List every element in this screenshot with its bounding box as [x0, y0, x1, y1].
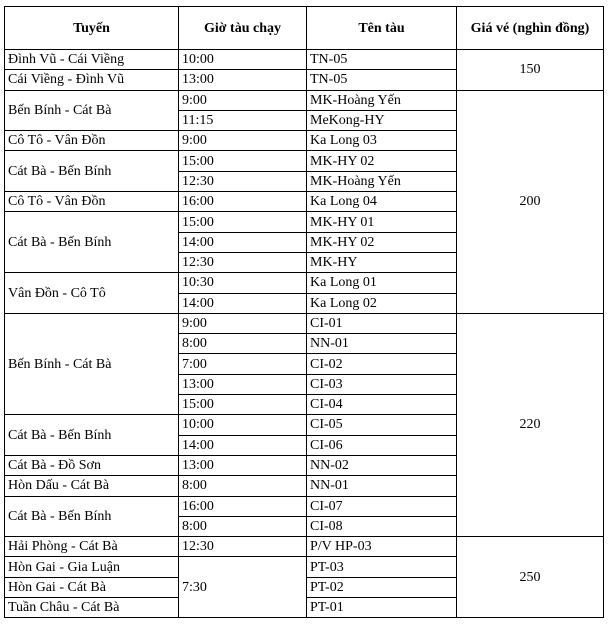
route-cell: Bến Bính - Cát Bà	[5, 90, 179, 131]
table-row	[5, 90, 604, 110]
ship-cell: MK-HY 01	[307, 212, 457, 232]
route-cell: Hòn Gai - Cát Bà	[5, 577, 179, 597]
ship-cell: MK-HY 02	[307, 151, 457, 171]
route-cell: Hòn Gai - Gia Luận	[5, 557, 179, 577]
route-cell: Cát Bà - Bến Bính	[5, 496, 179, 537]
ship-cell: CI-07	[307, 496, 457, 516]
time-cell: 15:00	[179, 395, 307, 415]
time-cell: 11:15	[179, 110, 307, 130]
ship-cell: MK-Hoàng Yến	[307, 171, 457, 191]
route-cell: Cô Tô - Vân Đồn	[5, 131, 179, 151]
header-route: Tuyến	[5, 7, 179, 50]
ship-cell: CI-02	[307, 354, 457, 374]
ship-cell: CI-06	[307, 435, 457, 455]
route-cell: Tuần Châu - Cát Bà	[5, 598, 179, 618]
ship-cell: Ka Long 01	[307, 273, 457, 293]
route-cell: Cô Tô - Vân Đồn	[5, 192, 179, 212]
time-cell: 16:00	[179, 496, 307, 516]
time-cell: 14:00	[179, 232, 307, 252]
time-cell: 9:00	[179, 131, 307, 151]
time-cell: 12:30	[179, 537, 307, 557]
ship-cell: PT-03	[307, 557, 457, 577]
ship-cell: Ka Long 02	[307, 293, 457, 313]
price-cell: 250	[457, 537, 604, 618]
time-cell: 12:30	[179, 171, 307, 191]
header-row	[5, 7, 604, 50]
time-cell: 10:00	[179, 50, 307, 70]
table-row	[5, 50, 604, 70]
ship-cell: Ka Long 04	[307, 192, 457, 212]
schedule-table	[4, 6, 604, 618]
ship-cell: TN-05	[307, 50, 457, 70]
route-cell: Bến Bính - Cát Bà	[5, 313, 179, 414]
ship-cell: MK-HY 02	[307, 232, 457, 252]
ship-cell: MK-Hoàng Yến	[307, 90, 457, 110]
time-cell: 13:00	[179, 455, 307, 475]
ship-cell: PT-01	[307, 598, 457, 618]
time-cell: 14:00	[179, 293, 307, 313]
route-cell: Cát Bà - Bến Bính	[5, 151, 179, 192]
header-time: Giờ tàu chạy	[179, 7, 307, 50]
time-cell: 7:30	[179, 557, 307, 618]
time-cell: 15:00	[179, 151, 307, 171]
route-cell: Vân Đồn - Cô Tô	[5, 273, 179, 314]
route-cell: Hải Phòng - Cát Bà	[5, 537, 179, 557]
time-cell: 9:00	[179, 313, 307, 333]
time-cell: 7:00	[179, 354, 307, 374]
ship-cell: MK-HY	[307, 252, 457, 272]
route-cell: Cái Viềng - Đình Vũ	[5, 70, 179, 90]
time-cell: 9:00	[179, 90, 307, 110]
ferry-schedule	[4, 6, 604, 618]
time-cell: 8:00	[179, 516, 307, 536]
header-ship: Tên tàu	[307, 7, 457, 50]
ship-cell: CI-08	[307, 516, 457, 536]
ship-cell: MeKong-HY	[307, 110, 457, 130]
price-cell: 220	[457, 313, 604, 536]
time-cell: 10:30	[179, 273, 307, 293]
time-cell: 8:00	[179, 476, 307, 496]
time-cell: 15:00	[179, 212, 307, 232]
ship-cell: Ka Long 03	[307, 131, 457, 151]
ship-cell: NN-01	[307, 476, 457, 496]
route-cell: Cát Bà - Đồ Sơn	[5, 455, 179, 475]
route-cell: Hòn Dấu - Cát Bà	[5, 476, 179, 496]
route-cell: Đình Vũ - Cái Viềng	[5, 50, 179, 70]
ship-cell: NN-01	[307, 334, 457, 354]
time-cell: 12:30	[179, 252, 307, 272]
route-cell: Cát Bà - Bến Bính	[5, 415, 179, 456]
time-cell: 14:00	[179, 435, 307, 455]
table-row	[5, 313, 604, 333]
ship-cell: TN-05	[307, 70, 457, 90]
ship-cell: PT-02	[307, 577, 457, 597]
time-cell: 16:00	[179, 192, 307, 212]
price-cell: 150	[457, 50, 604, 91]
ship-cell: CI-05	[307, 415, 457, 435]
route-cell: Cát Bà - Bến Bính	[5, 212, 179, 273]
ship-cell: CI-04	[307, 395, 457, 415]
time-cell: 13:00	[179, 70, 307, 90]
ship-cell: CI-03	[307, 374, 457, 394]
price-cell: 200	[457, 90, 604, 313]
ship-cell: P/V HP-03	[307, 537, 457, 557]
time-cell: 10:00	[179, 415, 307, 435]
time-cell: 8:00	[179, 334, 307, 354]
header-price: Giá vé (nghìn đồng)	[457, 7, 604, 50]
time-cell: 13:00	[179, 374, 307, 394]
table-row	[5, 537, 604, 557]
ship-cell: NN-02	[307, 455, 457, 475]
ship-cell: CI-01	[307, 313, 457, 333]
